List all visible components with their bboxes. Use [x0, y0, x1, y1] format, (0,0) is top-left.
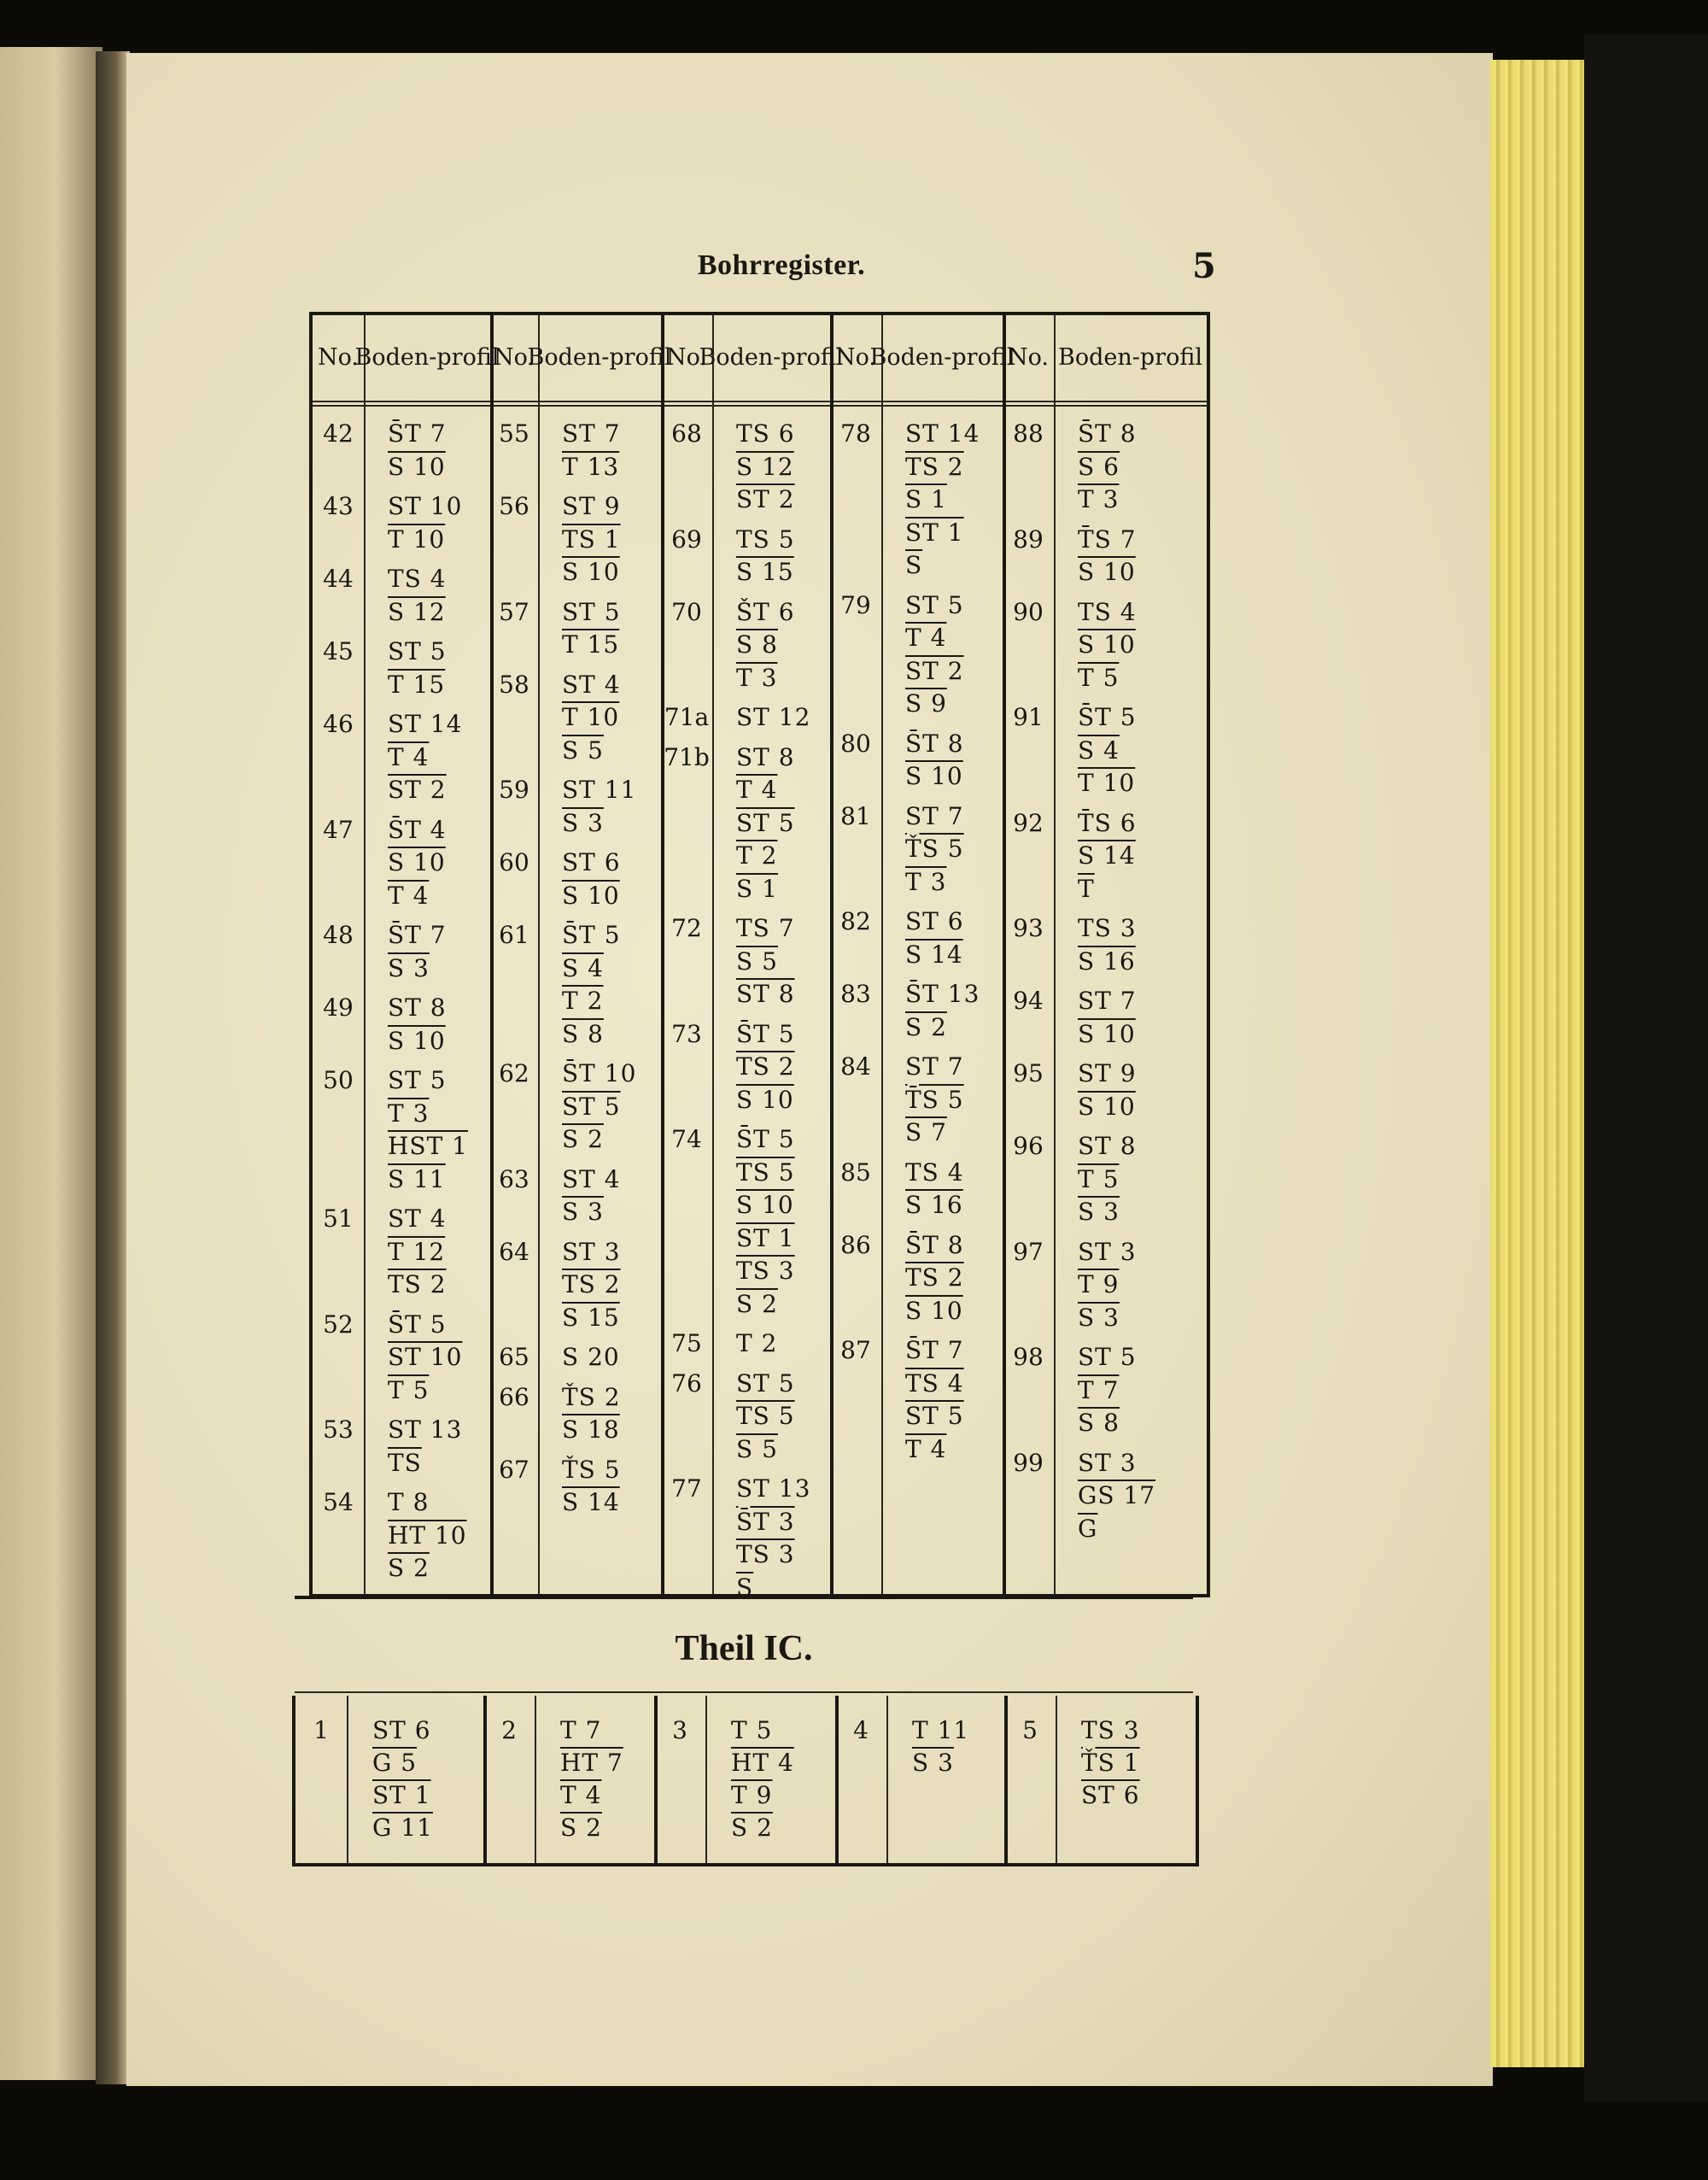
header-rule-double — [313, 405, 1207, 407]
profile-layer: S 15 — [736, 558, 794, 586]
entry-number: 2 — [501, 1716, 517, 1744]
profile-layer: HT 10 — [388, 1521, 467, 1550]
profile-layer: ŤS 5 — [562, 1455, 621, 1484]
profile-layer: T 2 — [736, 841, 778, 870]
entry-number: 69 — [671, 524, 702, 554]
entry-number: 68 — [671, 419, 702, 448]
entry-number: 97 — [1013, 1237, 1044, 1266]
header-line: Boden- — [699, 344, 781, 371]
column-divider — [886, 1696, 888, 1863]
profile-layer: G 5 — [372, 1749, 418, 1777]
profile-layer: S̄T 5 — [1078, 703, 1137, 731]
entry-number: 5 — [1022, 1716, 1038, 1744]
profile-layer: T 7 — [560, 1716, 602, 1744]
profile-layer: S̄T 8 — [905, 1230, 964, 1259]
profile-layer: T 3 — [905, 867, 947, 896]
profile-layer: T 4 — [736, 776, 778, 804]
profile-layer: S 1 — [736, 874, 778, 903]
register-table — [309, 312, 1210, 1602]
entry-number: 93 — [1013, 914, 1044, 942]
profile-layer: S 6 — [1078, 452, 1120, 481]
entry-number: 65 — [499, 1343, 529, 1371]
column-divider — [535, 1696, 536, 1863]
entry-number: 90 — [1013, 597, 1044, 626]
profile-layer: ST 5 — [1078, 1343, 1137, 1371]
profile-layer: S 4 — [1078, 735, 1120, 765]
profile-layer: ST 8 — [1078, 1132, 1137, 1160]
entry-number: 44 — [323, 565, 354, 593]
profile-layer: S 11 — [388, 1164, 446, 1193]
profile-layer: S 2 — [731, 1814, 773, 1842]
profile-layer: S 15 — [562, 1303, 620, 1332]
page-edges — [1490, 60, 1589, 2067]
profile-layer: ST 6 — [1081, 1781, 1140, 1809]
profile-layer: T 7 — [1078, 1375, 1120, 1404]
header-bodenprofil — [527, 315, 672, 401]
profile-layer: S 7 — [905, 1118, 947, 1146]
header-rule — [313, 401, 1207, 402]
book-gutter — [96, 51, 130, 2084]
column-divider — [538, 315, 540, 1594]
profile-layer: ST 10 — [388, 1343, 463, 1371]
header-line: profil — [1139, 344, 1202, 371]
profile-layer: ST 8 — [736, 980, 795, 1008]
profile-layer: $\overline{S}$ — [736, 1573, 754, 1602]
entry-number: 67 — [499, 1455, 529, 1484]
entry-number: 42 — [323, 419, 354, 448]
profile-layer: ST 1 — [905, 518, 964, 547]
profile-layer: S 8 — [1078, 1409, 1120, 1437]
entry-number: 63 — [499, 1164, 529, 1193]
profile-layer: S̄T 5 — [736, 1125, 795, 1153]
profile-layer: S 3 — [912, 1749, 954, 1777]
entry-number: 88 — [1013, 419, 1044, 448]
profile-layer: S 14 — [1078, 841, 1136, 870]
header-line: Boden- — [869, 344, 952, 371]
header-line: profil — [951, 344, 1015, 371]
entry-number: 54 — [323, 1488, 354, 1516]
profile-layer: ST 5 — [905, 1402, 964, 1430]
entry-number: 98 — [1013, 1343, 1044, 1371]
entry-number: 81 — [840, 801, 871, 830]
profile-layer: S 20 — [562, 1343, 620, 1371]
profile-layer: S 3 — [388, 953, 430, 982]
profile-layer: ST 1 — [736, 1223, 795, 1252]
profile-layer: S 16 — [1078, 946, 1136, 976]
profile-layer: TS 1 — [562, 524, 621, 554]
entry-number: 72 — [671, 914, 702, 942]
profile-layer: ST 10 — [388, 492, 463, 520]
entry-number: 92 — [1013, 808, 1044, 837]
entry-number: 51 — [323, 1204, 354, 1233]
profile-layer: T 12 — [388, 1237, 446, 1266]
profile-layer: T 5 — [731, 1716, 773, 1744]
header-bodenprofil — [354, 315, 500, 401]
profile-layer: T 9 — [1078, 1270, 1120, 1298]
profile-layer: T 15 — [562, 630, 620, 659]
profile-layer: S̄T 4 — [388, 815, 447, 844]
running-header: Bohrregister. — [697, 249, 866, 281]
header-line: Boden- — [527, 344, 610, 371]
profile-layer: S̄T 3 — [736, 1507, 795, 1536]
profile-layer: HT 4 — [731, 1749, 794, 1777]
header-line: Boden- — [1058, 344, 1140, 371]
profile-layer: ST 13 — [388, 1415, 463, 1444]
profile-layer: S 2 — [905, 1012, 947, 1041]
profile-layer: TS 4 — [905, 1157, 964, 1187]
profile-layer: S̄T 8 — [1078, 419, 1137, 448]
entry-number: 83 — [840, 980, 871, 1008]
profile-layer: TS 4 — [1078, 597, 1137, 626]
entry-number: 70 — [671, 597, 702, 626]
profile-layer: TS 4 — [388, 565, 447, 593]
entry-number: 96 — [1013, 1132, 1044, 1160]
profile-layer: S 10 — [736, 1191, 794, 1219]
profile-layer: TS 2 — [562, 1270, 621, 1298]
profile-layer: S 10 — [1078, 1019, 1136, 1048]
header-line: Boden- — [354, 344, 437, 371]
profile-layer: S 10 — [388, 848, 446, 876]
header-line: profil — [436, 344, 500, 371]
profile-layer: ST 4 — [562, 1164, 621, 1193]
column-divider — [712, 315, 714, 1594]
profile-layer: S 10 — [905, 1296, 963, 1325]
profile-layer: S̄T 7 — [388, 419, 447, 448]
entry-number: 76 — [671, 1368, 702, 1398]
entry-number: 99 — [1013, 1448, 1044, 1477]
profile-layer: S 3 — [562, 808, 604, 837]
entry-number: 73 — [671, 1019, 702, 1048]
profile-layer: S 3 — [1078, 1303, 1120, 1332]
profile-layer: T 4 — [905, 1434, 947, 1463]
profile-layer: ST 6 — [905, 907, 964, 935]
profile-layer: ST 4 — [388, 1204, 447, 1233]
profile-layer: S 12 — [388, 597, 446, 626]
entry-number: 3 — [672, 1716, 687, 1744]
profile-layer: S 14 — [905, 940, 963, 969]
profile-layer: S 5 — [736, 946, 778, 976]
profile-layer: S 1 — [905, 485, 947, 513]
profile-layer: ŤS 1 — [1081, 1749, 1140, 1777]
profile-layer: G 11 — [372, 1814, 433, 1842]
profile-layer: T 4 — [388, 742, 430, 771]
header-bodenprofil — [869, 315, 1015, 401]
entry-number: 60 — [499, 848, 529, 876]
entry-number: 57 — [499, 597, 529, 626]
header-bodenprofil — [699, 315, 844, 401]
profile-layer: T 5 — [1078, 663, 1120, 692]
entry-number: 78 — [840, 419, 871, 448]
profile-layer: ST 2 — [388, 776, 447, 804]
profile-layer: $\overline{TS}$ — [388, 1448, 422, 1477]
profile-layer: TS 2 — [388, 1270, 447, 1298]
profile-layer: ST 2 — [905, 656, 964, 685]
profile-layer: T 8 — [388, 1488, 430, 1516]
profile-layer: T 4 — [388, 881, 430, 910]
entry-number: 86 — [840, 1230, 871, 1259]
entry-number: 48 — [323, 921, 354, 949]
profile-layer: S̄T 5 — [736, 1019, 795, 1048]
entry-number: 91 — [1013, 703, 1044, 731]
profile-layer: TS 6 — [736, 419, 795, 448]
profile-layer: ST 7 — [1078, 987, 1137, 1015]
profile-layer: $\overline{S}$ — [905, 551, 923, 579]
entry-number: 53 — [323, 1415, 354, 1444]
profile-layer: S 3 — [1078, 1198, 1120, 1226]
header-no: No. — [1008, 344, 1049, 371]
profile-layer: S 10 — [736, 1085, 794, 1114]
profile-layer: S 10 — [1078, 630, 1136, 659]
profile-layer: ST 5 — [736, 808, 795, 837]
entry-number: 82 — [840, 907, 871, 935]
profile-layer: S̄T 13 — [905, 980, 980, 1008]
profile-layer: S 10 — [1078, 558, 1136, 586]
entry-number: 4 — [853, 1716, 869, 1744]
profile-layer: S 10 — [905, 762, 963, 790]
profile-layer: ŠT 6 — [736, 597, 795, 626]
profile-layer: TS 7 — [736, 914, 795, 942]
entry-number: 62 — [499, 1059, 529, 1087]
profile-layer: GS 17 — [1078, 1481, 1156, 1509]
profile-layer: T 5 — [1078, 1164, 1120, 1193]
header-line: profil — [781, 344, 844, 371]
profile-layer: S̄T 5 — [562, 921, 621, 949]
profile-layer: T 13 — [562, 452, 620, 481]
entry-number: 66 — [499, 1382, 529, 1411]
profile-layer: ST 5 — [905, 590, 964, 619]
profile-layer: ST 6 — [562, 848, 621, 876]
column-divider — [881, 315, 883, 1594]
profile-layer: T 2 — [562, 987, 604, 1015]
profile-layer: TS 4 — [905, 1368, 964, 1398]
profile-layer: ST 3 — [1078, 1237, 1137, 1266]
profile-layer: ST 14 — [388, 710, 463, 738]
profile-layer: S̄T 10 — [562, 1059, 637, 1087]
profile-layer: T 15 — [388, 670, 446, 699]
profile-layer: T 2 — [736, 1329, 778, 1357]
profile-layer: T 10 — [388, 524, 446, 554]
profile-layer: $\overline{G}$ — [1078, 1514, 1098, 1543]
section-band — [295, 1596, 1193, 1693]
profile-layer: ST 6 — [372, 1716, 431, 1744]
profile-layer: ST 2 — [736, 485, 795, 513]
profile-layer: ST 14 — [905, 419, 980, 448]
entry-number: 95 — [1013, 1059, 1044, 1087]
header-bodenprofil — [1054, 315, 1207, 401]
entry-number: 45 — [323, 637, 354, 665]
header-no: No. — [666, 344, 707, 371]
profile-layer: S 5 — [736, 1434, 778, 1463]
profile-layer: ST 7 — [905, 1052, 964, 1081]
column-divider — [661, 315, 664, 1594]
profile-layer: S 3 — [562, 1198, 604, 1226]
column-divider — [1056, 1696, 1057, 1863]
profile-layer: TS 3 — [736, 1540, 795, 1568]
profile-layer: T 4 — [905, 624, 947, 652]
profile-layer: ST 1 — [372, 1781, 431, 1809]
entry-number: 79 — [840, 590, 871, 619]
entry-number: 50 — [323, 1066, 354, 1094]
profile-layer: ST 9 — [1078, 1059, 1137, 1087]
entry-number: 55 — [499, 419, 529, 448]
profile-layer: TS 5 — [736, 1157, 795, 1187]
profile-layer: S 12 — [736, 452, 794, 481]
profile-layer: S 10 — [388, 452, 446, 481]
profile-layer: T 11 — [912, 1716, 970, 1744]
header-line: profil — [609, 344, 672, 371]
entry-number: 85 — [840, 1157, 871, 1187]
profile-layer: TS 3 — [1081, 1716, 1140, 1744]
profile-layer: ST 11 — [562, 776, 637, 804]
header-no: No. — [318, 344, 359, 371]
profile-layer: S 5 — [562, 735, 604, 765]
left-page-edge — [0, 47, 102, 2080]
column-divider — [347, 1696, 348, 1863]
entry-number: 80 — [840, 729, 871, 758]
profile-layer: ST 3 — [1078, 1448, 1137, 1477]
profile-layer: S 9 — [905, 689, 947, 718]
profile-layer: S 2 — [560, 1814, 602, 1842]
profile-layer: S̄T 7 — [388, 921, 447, 949]
entry-number: 49 — [323, 993, 354, 1022]
profile-layer: S 2 — [388, 1554, 430, 1582]
section-table — [292, 1696, 1199, 1866]
profile-layer: ST 7 — [562, 419, 621, 448]
profile-layer: S 16 — [905, 1191, 963, 1219]
entry-number: 94 — [1013, 987, 1044, 1015]
profile-layer: T̄S 5 — [905, 1085, 964, 1114]
profile-layer: S 2 — [736, 1289, 778, 1318]
profile-layer: S 10 — [562, 558, 620, 586]
profile-layer: ST 3 — [562, 1237, 621, 1266]
entry-number: 47 — [323, 815, 354, 844]
profile-layer: ST 8 — [388, 993, 447, 1022]
profile-layer: S̄T 7 — [905, 1336, 964, 1364]
profile-layer: T 10 — [1078, 769, 1136, 797]
profile-layer: S 8 — [562, 1019, 604, 1048]
profile-layer: S̄T 8 — [905, 729, 964, 758]
entry-number: 75 — [671, 1329, 702, 1357]
profile-layer: T 10 — [562, 703, 620, 731]
profile-layer: TS 2 — [905, 452, 964, 481]
profile-layer: S 2 — [562, 1125, 604, 1153]
profile-layer: TS 5 — [736, 1402, 795, 1430]
column-divider — [1054, 315, 1056, 1594]
profile-layer: S 18 — [562, 1415, 620, 1444]
profile-layer: T 5 — [388, 1375, 430, 1404]
profile-layer: HT 7 — [560, 1749, 623, 1777]
profile-layer: T 3 — [1078, 485, 1120, 513]
profile-layer: S 10 — [388, 1026, 446, 1055]
section-title: Theil IC. — [675, 1629, 813, 1668]
profile-layer: ŤS 2 — [562, 1382, 621, 1411]
profile-layer: TS 2 — [905, 1263, 964, 1292]
profile-layer: T̄S 6 — [1078, 808, 1137, 837]
profile-layer: TS 3 — [736, 1257, 795, 1285]
profile-layer: T 4 — [560, 1781, 602, 1809]
profile-layer: TS 3 — [1078, 914, 1137, 942]
profile-layer: HST 1 — [388, 1132, 468, 1160]
profile-layer: ST 7 — [905, 801, 964, 830]
column-divider — [1003, 315, 1006, 1594]
entry-number: 87 — [840, 1336, 871, 1364]
profile-layer: ST 5 — [562, 597, 621, 626]
entry-number: 74 — [671, 1125, 702, 1153]
column-divider — [705, 1696, 707, 1863]
entry-number: 59 — [499, 776, 529, 804]
profile-layer: S̄T 5 — [388, 1310, 447, 1339]
profile-layer: T̄S 7 — [1078, 524, 1137, 554]
column-divider — [364, 315, 366, 1594]
profile-layer: T 9 — [731, 1781, 773, 1809]
profile-layer: ST 4 — [562, 670, 621, 699]
entry-number: 77 — [671, 1474, 702, 1503]
entry-number: 84 — [840, 1052, 871, 1081]
profile-layer: S 4 — [562, 953, 604, 982]
profile-layer: ST 8 — [736, 742, 795, 771]
header-no: No. — [835, 344, 876, 371]
profile-layer: S 10 — [1078, 1092, 1136, 1121]
profile-layer: ŤS 5 — [905, 835, 964, 863]
profile-layer: ST 5 — [388, 1066, 447, 1094]
entry-number: 61 — [499, 921, 529, 949]
profile-layer: ST 5 — [562, 1092, 621, 1121]
entry-number: 43 — [323, 492, 354, 520]
column-divider — [830, 315, 834, 1594]
profile-layer: $\overline{T}$ — [1078, 874, 1095, 903]
entry-number: 71a — [664, 703, 710, 731]
profile-layer: TS 5 — [736, 524, 795, 554]
entry-number: 56 — [499, 492, 529, 520]
entry-number: 58 — [499, 670, 529, 699]
book-cover — [1584, 34, 1708, 2101]
entry-number: 64 — [499, 1237, 529, 1266]
profile-layer: ST 5 — [736, 1368, 795, 1398]
profile-layer: S 8 — [736, 630, 778, 659]
profile-layer: S 14 — [562, 1488, 620, 1516]
profile-layer: TS 2 — [736, 1052, 795, 1081]
entry-number: 89 — [1013, 524, 1044, 554]
profile-layer: ST 13 — [736, 1474, 811, 1503]
profile-layer: ST 5 — [388, 637, 447, 665]
page-number: 5 — [1192, 246, 1216, 286]
profile-layer: S 10 — [562, 881, 620, 910]
profile-layer: T 3 — [736, 663, 778, 692]
entry-number: 71b — [664, 742, 710, 771]
profile-layer: ST 9 — [562, 492, 621, 520]
entry-number: 1 — [313, 1716, 329, 1744]
header-no: No. — [494, 344, 535, 371]
entry-number: 46 — [323, 710, 354, 738]
profile-layer: ST 12 — [736, 703, 811, 731]
entry-number: 52 — [323, 1310, 354, 1339]
profile-layer: T 3 — [388, 1099, 430, 1128]
